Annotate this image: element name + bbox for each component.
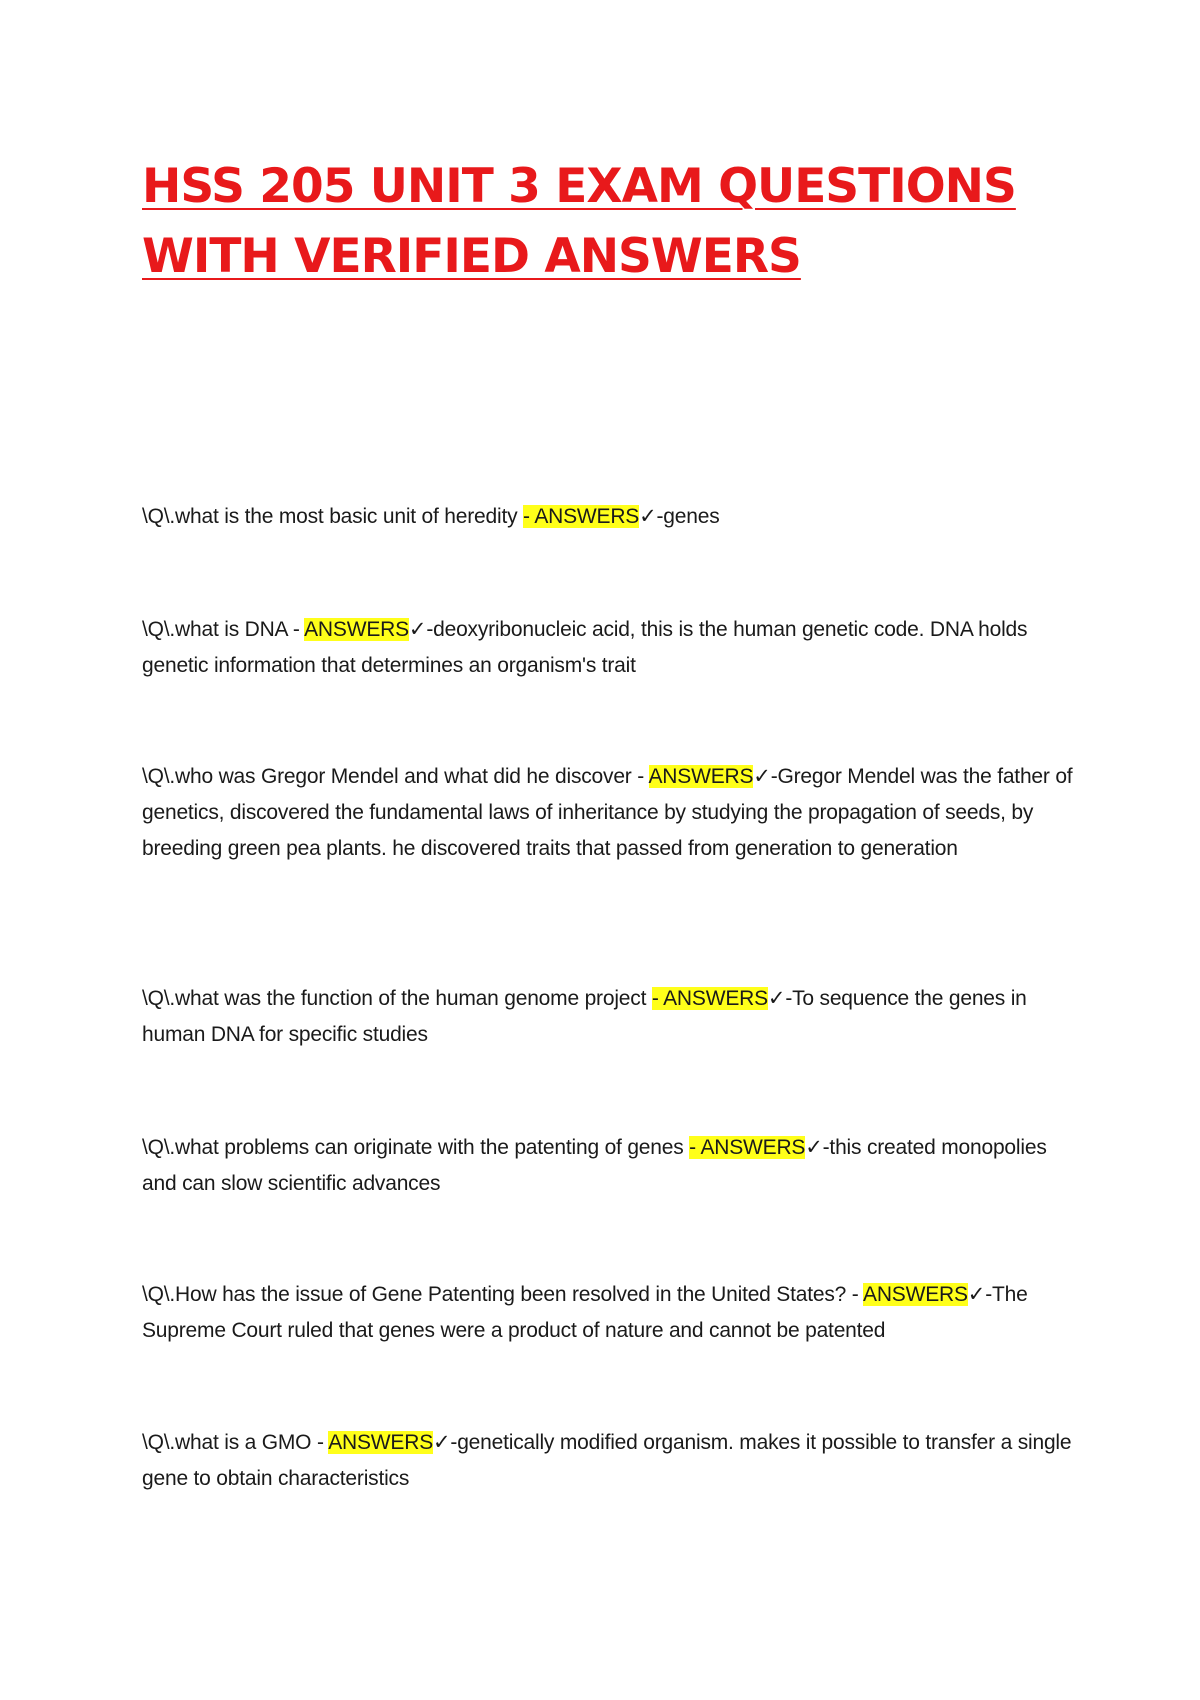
answers-label: ANSWERS	[304, 618, 409, 641]
check-icon: ✓	[753, 764, 771, 788]
qa-item-6	[142, 1276, 1077, 1349]
check-icon: ✓	[639, 504, 657, 528]
question-text: \Q\.what is DNA -	[142, 618, 305, 641]
answer-text: -The Supreme Court ruled that genes were a product of nature and cannot be patented	[142, 1283, 1028, 1342]
answer-highlight	[328, 1431, 433, 1454]
question-text: \Q\.who was Gregor Mendel and what did he discover -	[142, 765, 649, 788]
check-icon: ✓	[767, 986, 786, 1010]
answer-highlight	[649, 765, 754, 788]
answer-text: -deoxyribonucleic acid, this is the human genetic code. DNA holds genetic information that determines an organism's trait	[142, 618, 1028, 677]
answer-highlight	[863, 1283, 968, 1306]
document-title: HSS 205 UNIT 3 EXAM QUESTIONS WITH VERIFIED ANSWERS	[142, 159, 1016, 284]
answer-text: -genes	[656, 505, 720, 528]
qa-item-3	[142, 758, 1077, 867]
answers-label: ANSWERS	[648, 765, 754, 788]
question-text: \Q\.How has the issue of Gene Patenting been resolved in the United States? -	[142, 1283, 864, 1306]
answer-highlight	[523, 505, 639, 528]
qa-item-1	[142, 498, 1077, 535]
qa-item-4	[142, 980, 1077, 1053]
check-icon: ✓	[433, 1430, 451, 1454]
check-icon: ✓	[408, 617, 427, 641]
answers-label: ANSWERS	[700, 1136, 806, 1159]
qa-item-7	[142, 1424, 1077, 1497]
qa-item-5	[142, 1129, 1077, 1202]
question-text: \Q\.what is a GMO -	[142, 1431, 329, 1454]
answer-text: -To sequence the genes in human DNA for specific studies	[142, 987, 1027, 1046]
question-text: \Q\.what problems can originate with the patenting of genes	[142, 1136, 690, 1159]
answer-separator: -	[523, 505, 535, 528]
check-icon: ✓	[805, 1135, 823, 1159]
answer-highlight	[689, 1136, 805, 1159]
answers-label: ANSWERS	[328, 1431, 433, 1454]
check-icon: ✓	[967, 1282, 986, 1306]
answer-separator: -	[651, 987, 664, 1010]
answer-highlight	[652, 987, 768, 1010]
question-text: \Q\.what is the most basic unit of heredity	[142, 505, 524, 528]
answer-highlight	[304, 618, 409, 641]
answer-separator: -	[689, 1136, 701, 1159]
qa-item-2	[142, 611, 1077, 684]
answer-text: -genetically modified organism. makes it possible to transfer a single gene to obtain characteristics	[142, 1431, 1072, 1490]
answers-label: ANSWERS	[663, 987, 768, 1010]
answer-text: -Gregor Mendel was the father of genetics, discovered the fundamental laws of inheritance by studying the propagation of seeds, by breeding green pea plants. he discovered traits that passed from generation to generation	[142, 765, 1073, 860]
answer-text: -this created monopolies and can slow scientific advances	[142, 1136, 1047, 1195]
answers-label: ANSWERS	[863, 1283, 968, 1306]
answers-label: ANSWERS	[534, 505, 640, 528]
question-text: \Q\.what was the function of the human genome project	[142, 987, 652, 1010]
